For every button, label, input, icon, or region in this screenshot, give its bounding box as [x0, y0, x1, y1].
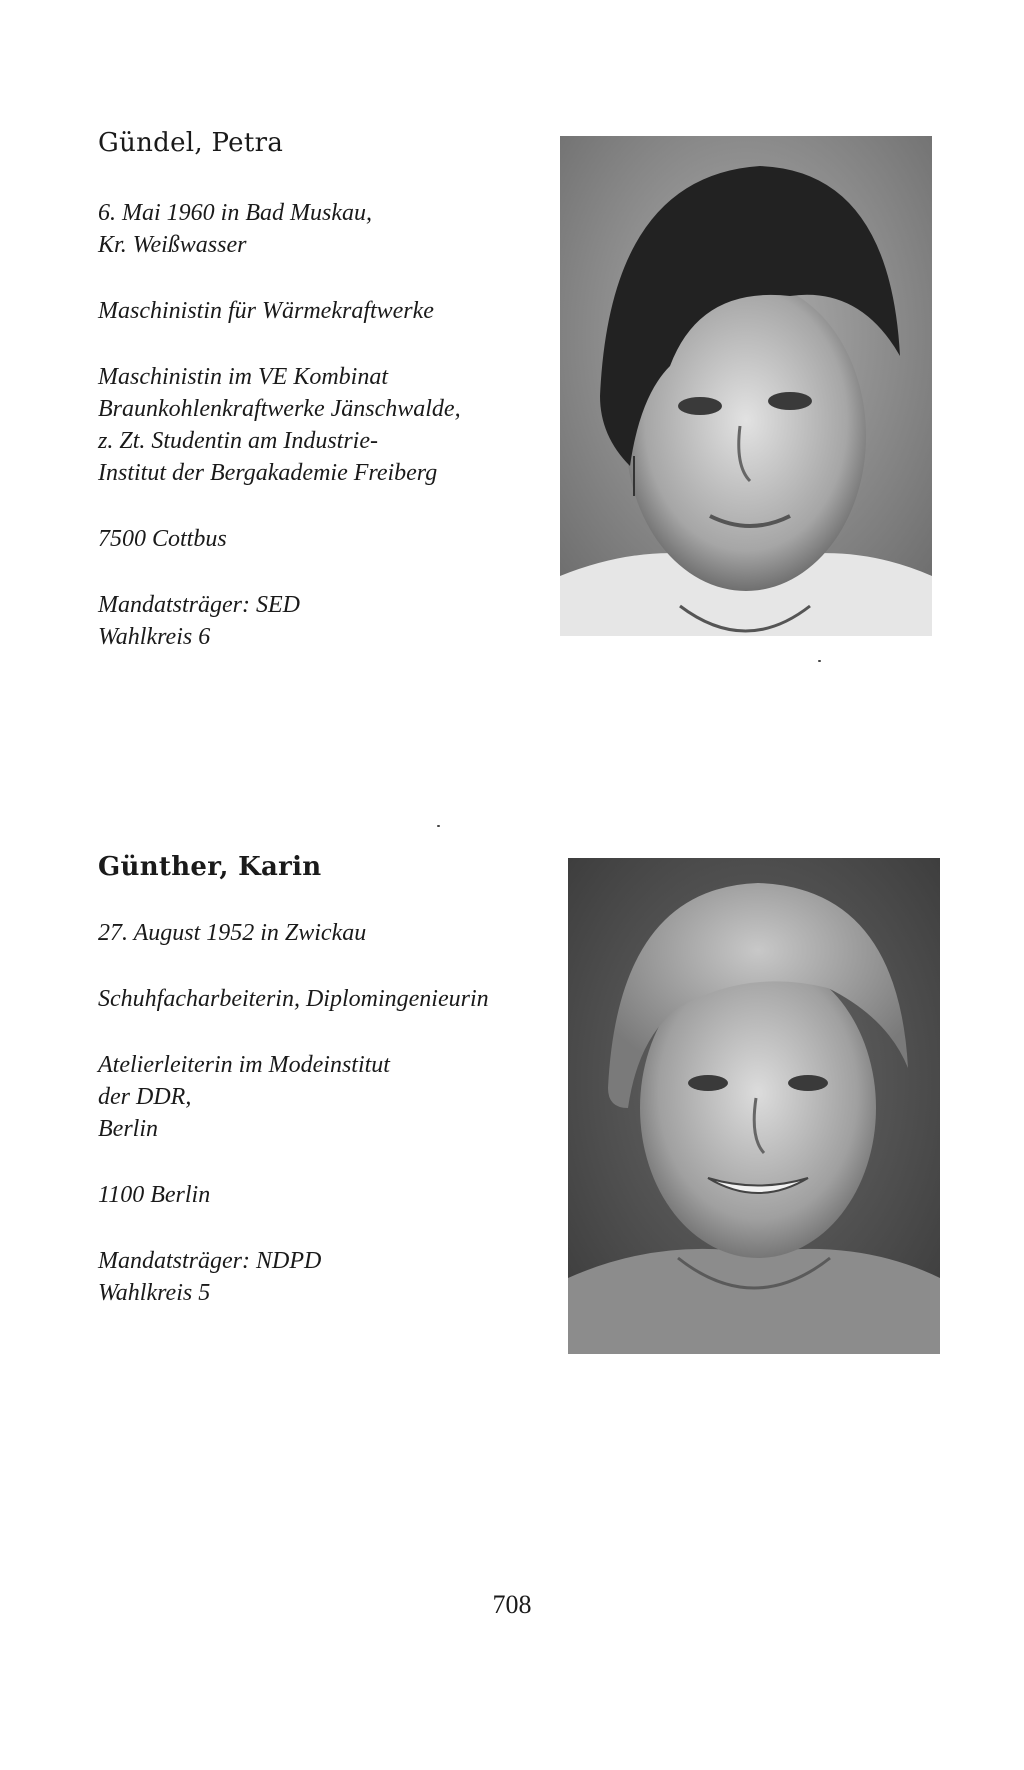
portrait-image: [560, 136, 932, 636]
district: Wahlkreis 5: [98, 1280, 211, 1306]
work-line: z. Zt. Studentin am Industrie-: [98, 428, 378, 454]
birth-line: 6. Mai 1960 in Bad Muskau,: [98, 200, 372, 226]
work-line: Berlin: [98, 1116, 158, 1142]
entry-name: Gündel, Petra: [98, 128, 284, 158]
portrait-photo: [560, 136, 932, 636]
residence: 7500 Cottbus: [98, 526, 227, 552]
profession: Schuhfacharbeiterin, Diplomingenieurin: [98, 986, 489, 1012]
profession: Maschinistin für Wärmekraftwerke: [98, 298, 434, 324]
work-line: der DDR,: [98, 1084, 192, 1110]
portrait-photo: [568, 858, 940, 1354]
birth-line: Kr. Weißwasser: [98, 232, 247, 258]
portrait-image: [568, 858, 940, 1354]
birth-line: 27. August 1952 in Zwickau: [98, 920, 367, 946]
residence: 1100 Berlin: [98, 1182, 211, 1208]
speck: [818, 660, 821, 662]
entry-name: Günther, Karin: [98, 852, 322, 882]
district: Wahlkreis 6: [98, 624, 211, 650]
work-line: Braunkohlenkraftwerke Jänschwalde,: [98, 396, 461, 422]
work-line: Maschinistin im VE Kombinat: [98, 364, 388, 390]
speck: [437, 825, 440, 827]
mandate: Mandatsträger: NDPD: [98, 1248, 322, 1274]
work-line: Institut der Bergakademie Freiberg: [98, 460, 438, 486]
work-line: Atelierleiterin im Modeinstitut: [98, 1052, 390, 1078]
page-number: 708: [492, 1590, 532, 1619]
mandate: Mandatsträger: SED: [98, 592, 300, 618]
